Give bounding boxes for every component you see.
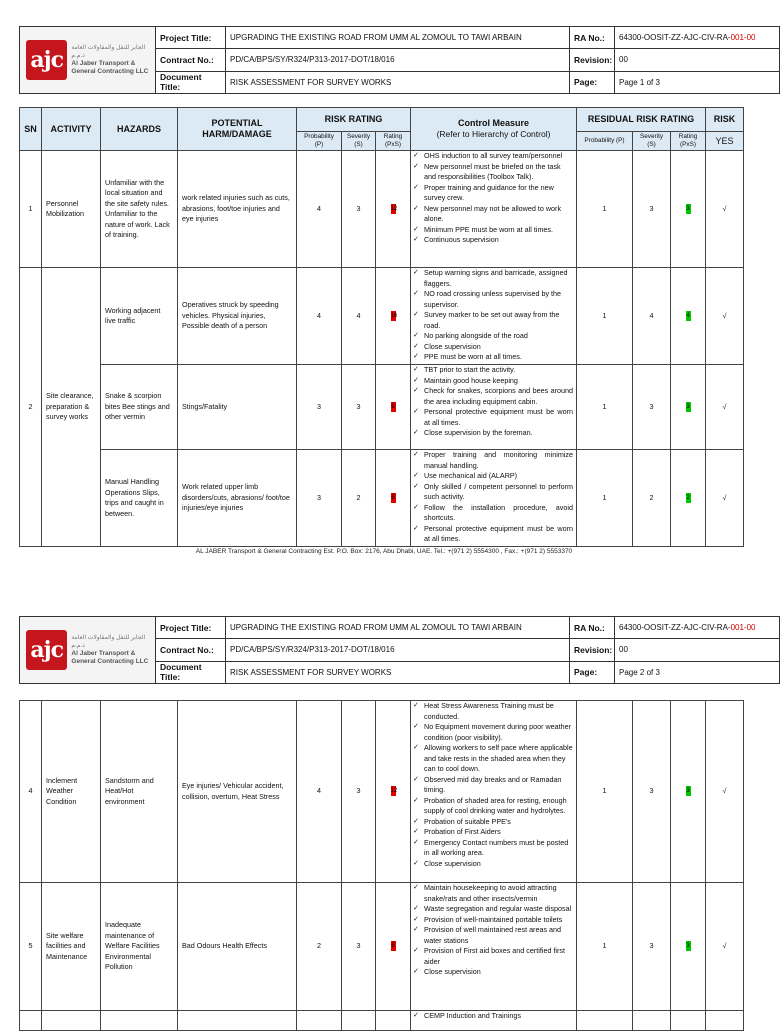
row-probability: 2 xyxy=(297,883,342,1011)
control-item: ✓ Provision of well-maintained portable toilets xyxy=(413,915,573,926)
control-item: ✓ Proper training and monitoring minimize manual handling. xyxy=(413,450,573,471)
control-item: ✓ New personnel must be briefed on the task and responsibilities (Toolbox Talk). xyxy=(413,162,573,183)
control-item: ✓ Emergency Contact numbers must be posted in all working area. xyxy=(413,838,573,859)
row-risk-check: √ xyxy=(706,701,744,883)
row-severity: 2 xyxy=(342,450,376,547)
control-item: ✓ Continuous supervision xyxy=(413,235,573,246)
col-risk-rating: RISK RATING xyxy=(297,108,411,132)
col-res-rating: Rating (PxS) xyxy=(671,132,706,151)
row-rating: 6 xyxy=(376,450,411,547)
row-rating: 12 xyxy=(376,701,411,883)
row-harm: Operatives struck by speeding vehicles. Physical injuries, Possible death of a person xyxy=(178,268,297,365)
ra-no: 64300-OOSIT-ZZ-AJC-CIV-RA-001-00 xyxy=(615,617,780,639)
row-controls xyxy=(411,365,577,450)
row-probability: 4 xyxy=(297,701,342,883)
control-item: ✓ Survey marker to be set out away from the road. xyxy=(413,310,573,331)
table-row xyxy=(20,151,744,268)
document-title-label: Document Title: xyxy=(156,661,226,683)
control-item: ✓ Close supervision xyxy=(413,859,573,870)
control-item: ✓ No Equipment movement during poor weather condition (poor visibility). xyxy=(413,722,573,743)
project-title-label: Project Title: xyxy=(156,617,226,639)
control-item: ✓ Maintain housekeeping to avoid attracting snake/rats and other insects/vermin xyxy=(413,883,573,904)
row-sn: 4 xyxy=(20,701,42,883)
page-label: Page: xyxy=(570,661,615,683)
company-name-line1: Al Jaber Transport & xyxy=(71,60,136,67)
row-rating: 12 xyxy=(376,151,411,268)
risk-table-page1 xyxy=(19,107,744,547)
row-hazards: Working adjacent live traffic xyxy=(101,268,178,365)
col-severity: Severity (S) xyxy=(342,132,376,151)
row-probability: 4 xyxy=(297,151,342,268)
table-row xyxy=(20,1011,744,1031)
control-item: ✓ No parking alongside of the road xyxy=(413,331,573,342)
row-harm: Stings/Fatality xyxy=(178,365,297,450)
row-harm: Work related upper limb disorders/cuts, abrasions/ foot/toe injuries/eye injuries xyxy=(178,450,297,547)
revision: 00 xyxy=(615,639,780,661)
control-item: ✓ Proper training and guidance for the new survey crew. xyxy=(413,183,573,204)
row-res-rating: 3 xyxy=(671,365,706,450)
row-res-rating: 2 xyxy=(671,450,706,547)
control-item: ✓ NO road crossing unless supervised by the supervisor. xyxy=(413,289,573,310)
control-item: ✓ Provision of well maintained rest areas and water stations xyxy=(413,925,573,946)
row-res-severity: 3 xyxy=(633,151,671,268)
control-item: ✓ Allowing workers to self pace where applicable and take rests in the shaded area when they can to cool down. xyxy=(413,743,573,775)
control-item: ✓ Probation of suitable PPE's xyxy=(413,817,573,828)
company-name-arabic: الجابر للنقل والمقاولات العامة ذ.م.م xyxy=(71,635,146,649)
control-item: ✓ Observed mid day breaks and or Ramadan timing. xyxy=(413,775,573,796)
row-sn: 1 xyxy=(20,151,42,268)
control-item: ✓ Check for snakes, scorpions and bees around the area including equipment cabin. xyxy=(413,386,573,407)
control-item: ✓ New personnel may not be allowed to work alone. xyxy=(413,204,573,225)
control-item: ✓ Follow the installation procedure, avoid shortcuts. xyxy=(413,503,573,524)
row-controls xyxy=(411,883,577,1011)
row-res-probability: 1 xyxy=(577,151,633,268)
control-item: ✓ Personal protective equipment must be worn at all times. xyxy=(413,524,573,545)
col-hazards: HAZARDS xyxy=(101,108,178,151)
revision: 00 xyxy=(615,49,780,71)
control-item: ✓ Maintain good house keeping xyxy=(413,376,573,387)
risk-table-page2 xyxy=(19,700,744,1031)
row-rating: 9 xyxy=(376,365,411,450)
revision-label: Revision: xyxy=(570,639,615,661)
control-item: ✓ Setup warning signs and barricade, assigned flaggers. xyxy=(413,268,573,289)
page2-header xyxy=(19,616,780,684)
page-footer: AL JABER Transport & General Contracting Est. P.O. Box: 2176, Abu Dhabi, UAE. Tel.: +(971 2) 5554300 , Fax.: +(971 2) 5553370 xyxy=(195,548,573,555)
control-item: ✓ OHS induction to all survey team/personnel xyxy=(413,151,573,162)
col-sn: SN xyxy=(20,108,42,151)
company-logo-cell xyxy=(20,27,156,94)
row-hazards: Snake & scorpion bites Bee stings and other vermin xyxy=(101,365,178,450)
control-item: ✓ Personal protective equipment must be worn at all times. xyxy=(413,407,573,428)
col-activity: ACTIVITY xyxy=(42,108,101,151)
contract-no-label: Contract No.: xyxy=(156,49,226,71)
row-harm: Bad Odours Health Effects xyxy=(178,883,297,1011)
row-activity: Site clearance, preparation & survey works xyxy=(42,268,101,547)
row-severity: 3 xyxy=(342,365,376,450)
document-title-label: Document Title: xyxy=(156,71,226,93)
ajc-logo-icon: ajc xyxy=(26,630,67,670)
company-name-line1: Al Jaber Transport & xyxy=(71,650,136,657)
row-res-rating: 3 xyxy=(671,701,706,883)
company-name-arabic: الجابر للنقل والمقاولات العامة ذ.م.م xyxy=(71,45,146,59)
control-item: ✓ Probation of shaded area for resting, enough supply of cool drinking water and hydrolytes. xyxy=(413,796,573,817)
document-title: RISK ASSESSMENT FOR SURVEY WORKS xyxy=(226,71,570,93)
row-probability: 4 xyxy=(297,268,342,365)
row-activity: Personnel Mobilization xyxy=(42,151,101,268)
table-row xyxy=(20,365,744,450)
page-number: Page 2 of 3 xyxy=(615,661,780,683)
row-controls xyxy=(411,268,577,365)
control-item: ✓ Probation of First Aiders xyxy=(413,827,573,838)
row-hazards: Sandstorm and Heat/Hot environment xyxy=(101,701,178,883)
table-row xyxy=(20,883,744,1011)
col-potential: POTENTIAL HARM/DAMAGE xyxy=(178,108,297,151)
row-activity: Inclement Weather Condition xyxy=(42,701,101,883)
contract-no-label: Contract No.: xyxy=(156,639,226,661)
col-probability: Probability (P) xyxy=(297,132,342,151)
row-res-probability: 1 xyxy=(577,450,633,547)
row-res-severity: 4 xyxy=(633,268,671,365)
company-name-line2: General Contracting LLC xyxy=(71,68,149,75)
row-hazards: Inadequate maintenance of Welfare Facilities Environmental Pollution xyxy=(101,883,178,1011)
company-name-line2: General Contracting LLC xyxy=(71,658,149,665)
ra-no-label: RA No.: xyxy=(570,617,615,639)
row-severity: 3 xyxy=(342,701,376,883)
col-risk: RISK xyxy=(706,108,744,132)
control-item: ✓ PPE must be worn at all times. xyxy=(413,352,573,363)
company-logo-cell xyxy=(20,617,156,684)
row-severity: 3 xyxy=(342,883,376,1011)
page1-header xyxy=(19,26,780,94)
row-sn: 2 xyxy=(20,268,42,547)
row-probability: 3 xyxy=(297,365,342,450)
col-rating: Rating (PxS) xyxy=(376,132,411,151)
col-control: Control Measure (Refer to Hierarchy of Control) xyxy=(411,108,577,151)
document-title: RISK ASSESSMENT FOR SURVEY WORKS xyxy=(226,661,570,683)
row-risk-check: √ xyxy=(706,151,744,268)
row-res-severity: 3 xyxy=(633,701,671,883)
ra-no: 64300-OOSIT-ZZ-AJC-CIV-RA-001-00 xyxy=(615,27,780,49)
contract-no: PD/CA/BPS/SY/R324/P313-2017-DOT/18/016 xyxy=(226,49,570,71)
row-rating: 16 xyxy=(376,268,411,365)
project-title: UPGRADING THE EXISTING ROAD FROM UMM AL ZOMOUL TO TAWI ARBAIN xyxy=(226,617,570,639)
ra-no-label: RA No.: xyxy=(570,27,615,49)
row-risk-check: √ xyxy=(706,365,744,450)
row-severity: 4 xyxy=(342,268,376,365)
row-res-severity: 2 xyxy=(633,450,671,547)
control-item: ✓ Minimum PPE must be worn at all times. xyxy=(413,225,573,236)
control-item: ✓ Waste segregation and regular waste disposal xyxy=(413,904,573,915)
col-yes: YES xyxy=(706,132,744,151)
row-controls xyxy=(411,450,577,547)
control-item: ✓ CEMP Induction and Trainings xyxy=(413,1011,573,1022)
control-item: ✓ Only skilled / competent personnel to perform such activity. xyxy=(413,482,573,503)
col-res-severity: Severity (S) xyxy=(633,132,671,151)
row-controls xyxy=(411,701,577,883)
row-res-rating: 3 xyxy=(671,151,706,268)
row-hazards: Manual Handling Operations Slips, trips and caught in between. xyxy=(101,450,178,547)
project-title: UPGRADING THE EXISTING ROAD FROM UMM AL ZOMOUL TO TAWI ARBAIN xyxy=(226,27,570,49)
control-item: ✓ Provision of First aid boxes and certified first aider xyxy=(413,946,573,967)
row-res-rating: 4 xyxy=(671,268,706,365)
row-res-probability: 1 xyxy=(577,268,633,365)
row-res-rating: 3 xyxy=(671,883,706,1011)
revision-label: Revision: xyxy=(570,49,615,71)
page-number: Page 1 of 3 xyxy=(615,71,780,93)
row-risk-check: √ xyxy=(706,268,744,365)
row-harm: work related injuries such as cuts, abrasions, foot/toe injuries and eye injuries xyxy=(178,151,297,268)
col-res-probability: Probability (P) xyxy=(577,132,633,151)
control-item: ✓ TBT prior to start the activity. xyxy=(413,365,573,376)
row-controls xyxy=(411,1011,577,1031)
table-row xyxy=(20,268,744,365)
page-label: Page: xyxy=(570,71,615,93)
table-row xyxy=(20,450,744,547)
control-item: ✓ Heat Stress Awareness Training must be conducted. xyxy=(413,701,573,722)
row-sn: 5 xyxy=(20,883,42,1011)
row-severity: 3 xyxy=(342,151,376,268)
ajc-logo-icon: ajc xyxy=(26,40,67,80)
row-res-severity: 3 xyxy=(633,883,671,1011)
row-risk-check: √ xyxy=(706,883,744,1011)
row-res-severity: 3 xyxy=(633,365,671,450)
row-res-probability: 1 xyxy=(577,701,633,883)
row-res-probability: 1 xyxy=(577,883,633,1011)
project-title-label: Project Title: xyxy=(156,27,226,49)
control-item: ✓ Close supervision xyxy=(413,967,573,978)
control-item: ✓ Use mechanical aid (ALARP) xyxy=(413,471,573,482)
col-residual: RESIDUAL RISK RATING xyxy=(577,108,706,132)
control-item: ✓ Close supervision xyxy=(413,342,573,353)
row-risk-check: √ xyxy=(706,450,744,547)
row-hazards: Unfamiliar with the local situation and the site safety rules. Unfamiliar to the nature of work. Lack of training. xyxy=(101,151,178,268)
row-activity: Site welfare facilities and Maintenance xyxy=(42,883,101,1011)
row-harm: Eye injuries/ Vehicular accident, collision, overturn, Heat Stress xyxy=(178,701,297,883)
row-controls xyxy=(411,151,577,268)
row-probability: 3 xyxy=(297,450,342,547)
control-item: ✓ Close supervision by the foreman. xyxy=(413,428,573,439)
contract-no: PD/CA/BPS/SY/R324/P313-2017-DOT/18/016 xyxy=(226,639,570,661)
row-rating: 6 xyxy=(376,883,411,1011)
table-row xyxy=(20,701,744,883)
row-res-probability: 1 xyxy=(577,365,633,450)
